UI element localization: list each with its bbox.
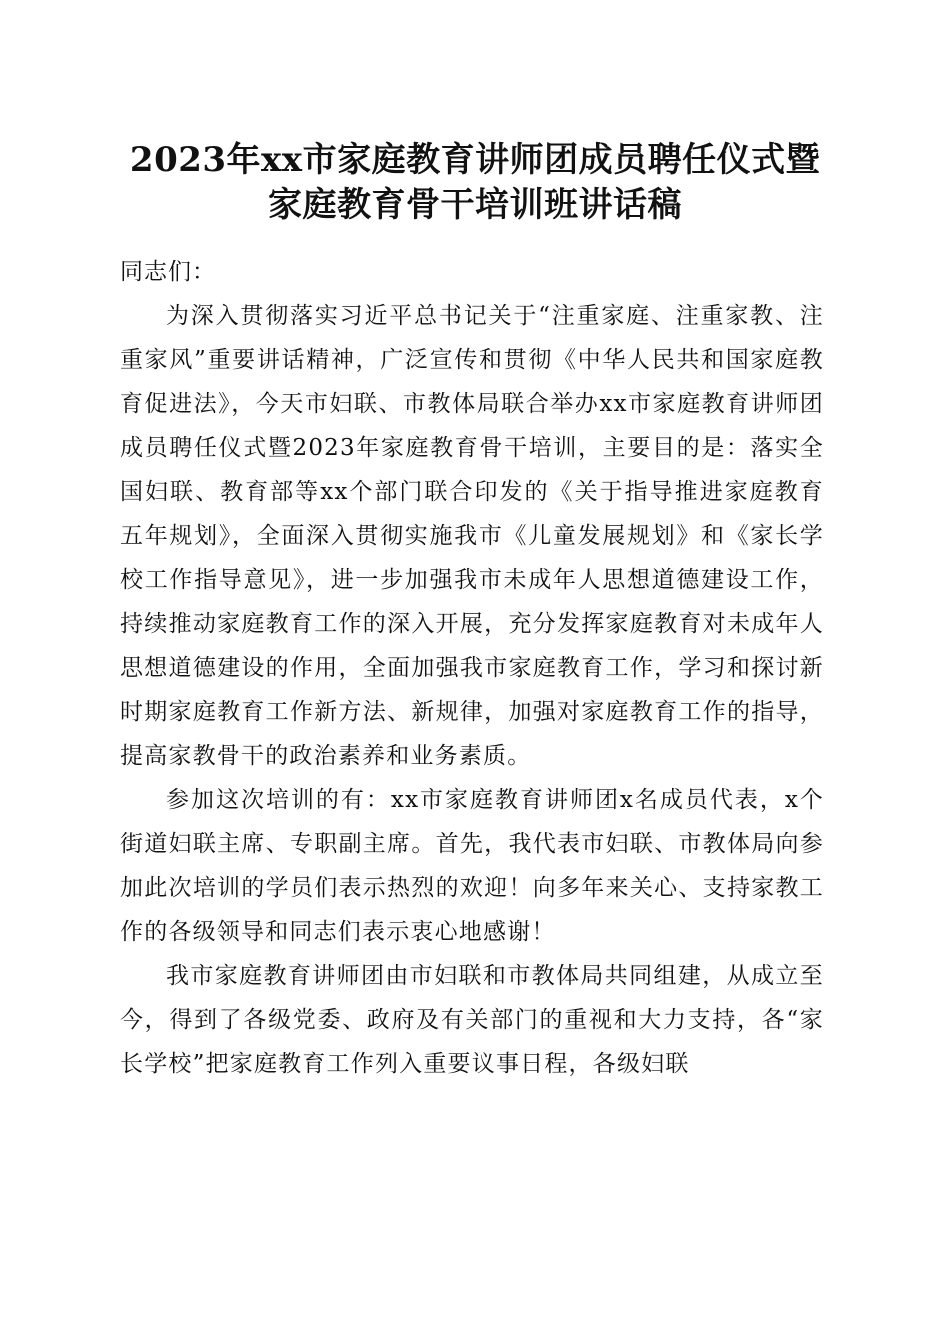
document-title [100,138,850,228]
title-line-1: 2023年xx市家庭教育讲师团成员聘任仪式暨 [129,140,821,180]
paragraph: 为深入贯彻落实习近平总书记关于“注重家庭、注重家教、注重家风”重要讲话精神，广泛宣传和贯彻《中华人民共和国家庭教育促进法》，今天市妇联、市教体局联合举办xx市家庭教育讲师团成员聘任仪式暨2023年家庭教育骨干培训，主要目的是：落实全国妇联、教育部等xx个部门联合印发的《关于指导推进家庭教育五年规划》，全面深入贯彻实施我市《儿童发展规划》和《家长学校工作指导意见》，进一步加强我市未成年人思想道德建设工作，持续推动家庭教育工作的深入开展，充分发挥家庭教育对未成年人思想道德建设的作用，全面加强我市家庭教育工作，学习和探讨新时期家庭教育工作新方法、新规律，加强对家庭教育工作的指导，提高家教骨干的政治素养和业务素质。 [120,303,824,769]
title-line-2: 家庭教育骨干培训班讲话稿 [268,185,682,225]
salutation: 同志们： [120,259,216,285]
paragraph: 参加这次培训的有：xx市家庭教育讲师团x名成员代表，x个街道妇联主席、专职副主席。首先，我代表市妇联、市教体局向参加此次培训的学员们表示热烈的欢迎！向多年来关心、支持家教工作的各级领导和同志们表示衷心地感谢！ [120,787,824,945]
document-body [120,250,824,1086]
paragraph: 我市家庭教育讲师团由市妇联和市教体局共同组建，从成立至今，得到了各级党委、政府及有关部门的重视和大力支持，各“家长学校”把家庭教育工作列入重要议事日程，各级妇联 [120,963,824,1077]
